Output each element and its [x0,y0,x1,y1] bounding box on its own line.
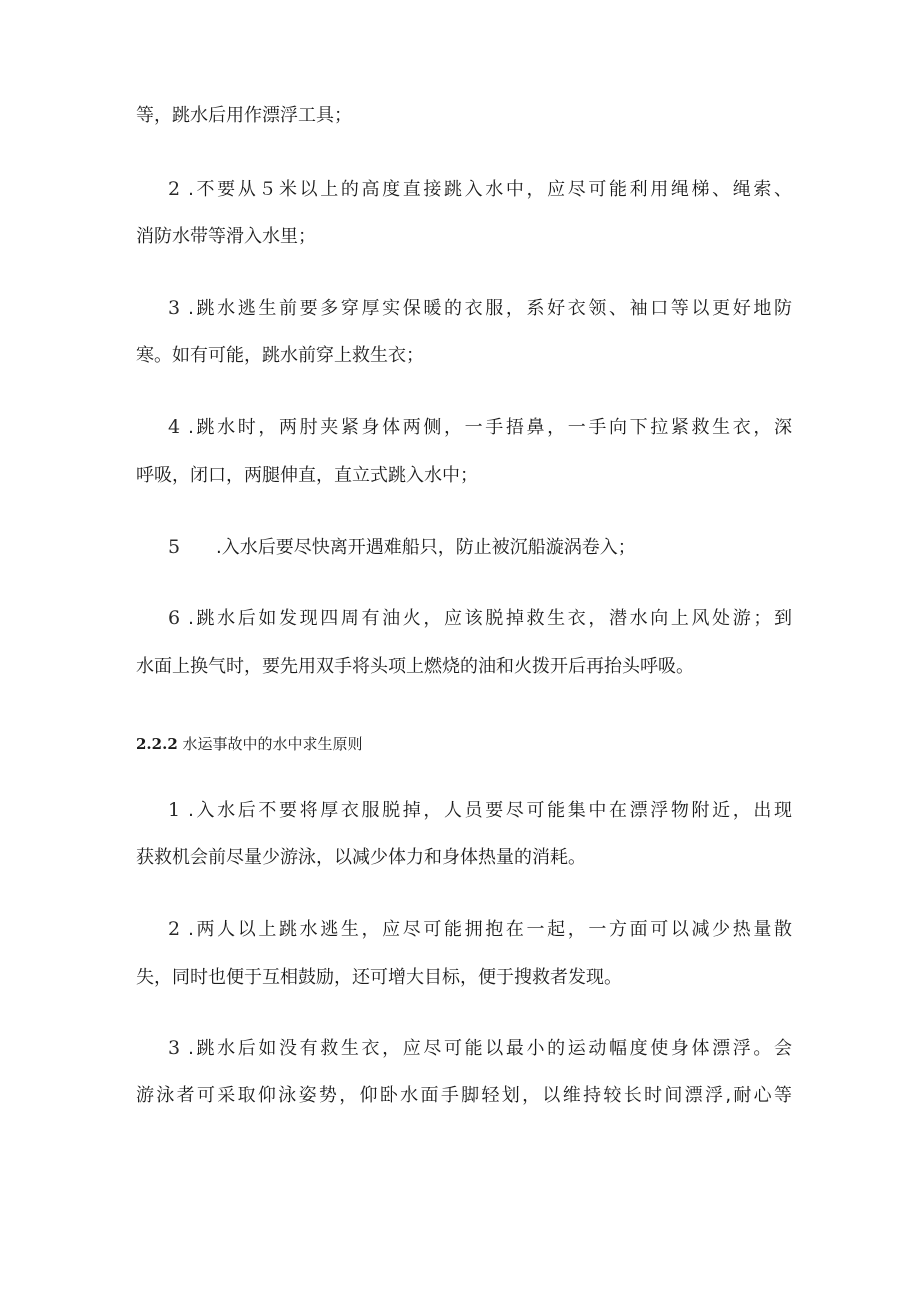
paragraph-line [136,104,792,128]
paragraph-line [136,846,792,870]
section-heading [136,733,363,755]
list-item-line [168,535,792,560]
section-number: 2.2.2 [136,735,178,753]
list-item-line [168,415,792,440]
paragraph-line [136,1084,792,1108]
line-text: 呼吸，闭口，两腿伸直，直立式跳入水中； [136,465,478,486]
list-number: 3 [168,1037,181,1059]
line-text: .入水后要尽快离开遇难船只，防止被沉船漩涡卷入； [216,537,636,558]
list-number: 3 [168,297,181,319]
line-text: 寒。如有可能，跳水前穿上救生衣； [136,345,424,366]
list-item-line [168,1036,792,1061]
list-number: 5 [168,536,181,558]
paragraph-line [136,655,792,679]
line-text: .跳水逃生前要多穿厚实保暖的衣服，系好衣领、袖口等以更好地防 [188,298,792,319]
line-text: .跳水后如没有救生衣，应尽可能以最小的运动幅度使身体漂浮。会 [188,1038,792,1059]
list-item-line [168,917,792,942]
list-number: 2 [168,178,181,200]
list-item-line [168,606,792,631]
line-text: 等，跳水后用作漂浮工具； [136,105,352,126]
line-text: 获救机会前尽量少游泳，以减少体力和身体热量的消耗。 [136,847,586,868]
paragraph-line [136,344,792,368]
line-text: 消防水带等滑入水里； [136,226,316,247]
line-text: .跳水后如发现四周有油火，应该脱掉救生衣，潜水向上风处游；到 [188,608,792,629]
line-text: .入水后不要将厚衣服脱掉，人员要尽可能集中在漂浮物附近，出现 [188,800,792,821]
paragraph-line [136,225,792,249]
paragraph-line [136,966,792,990]
line-text: 水面上换气时，要先用双手将头项上燃烧的油和火拨开后再抬头呼吸。 [136,656,694,677]
line-text: 失，同时也便于互相鼓励，还可增大目标，便于搜救者发现。 [136,967,622,988]
list-number: 2 [168,918,181,940]
list-item-line [168,798,792,823]
list-number: 6 [168,607,181,629]
list-number: 4 [168,416,181,438]
list-item-line [168,296,792,321]
list-item-line [168,177,792,202]
line-text: .两人以上跳水逃生，应尽可能拥抱在一起，一方面可以减少热量散 [188,919,792,940]
line-text: .不要从５米以上的高度直接跳入水中，应尽可能利用绳梯、绳索、 [188,179,792,200]
line-text: 游泳者可采取仰泳姿势，仰卧水面手脚轻划，以维持较长时间漂浮,耐心等 [136,1085,792,1106]
paragraph-line [136,464,792,488]
section-title: 水运事故中的水中求生原则 [182,735,363,753]
line-text: .跳水时，两肘夹紧身体两侧，一手捂鼻，一手向下拉紧救生衣，深 [188,417,792,438]
list-number: 1 [168,799,181,821]
